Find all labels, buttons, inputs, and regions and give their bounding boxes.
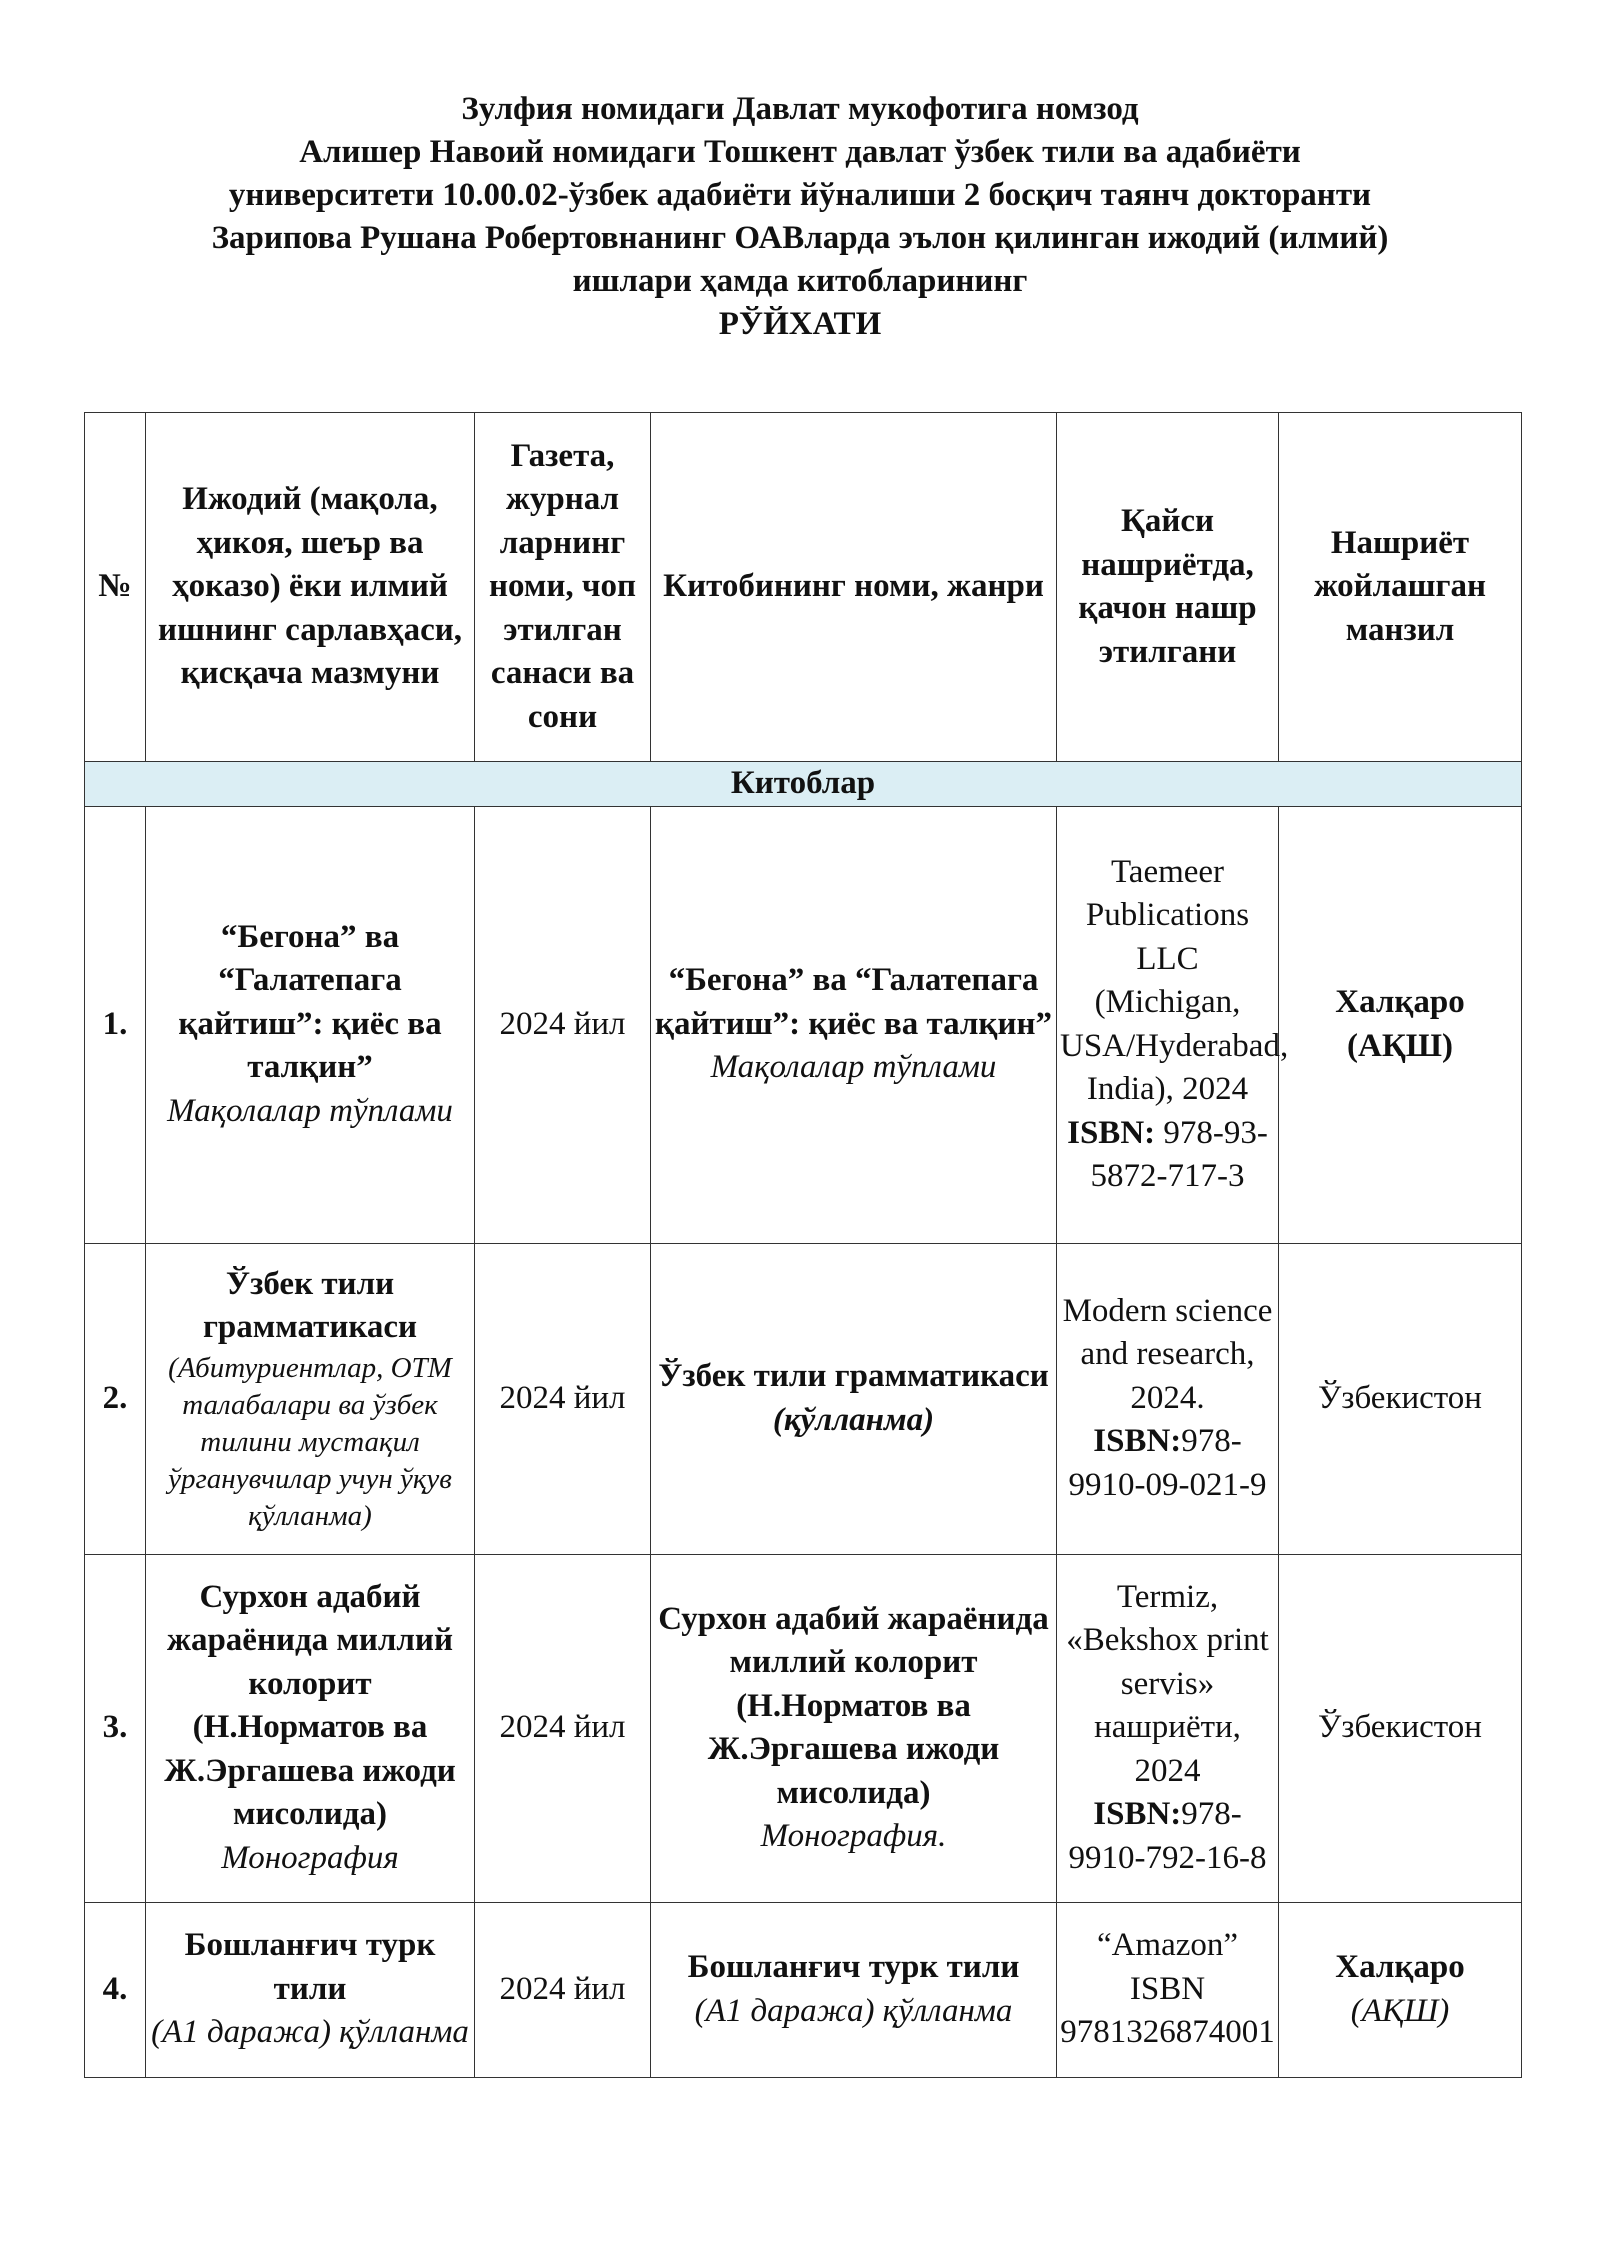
header-work: Ижодий (мақола, ҳикоя, шеър ва ҳоказо) ёки илмий ишнинг сарлавҳаси, қисқача мазмуни — [146, 413, 475, 762]
work-cell — [146, 1554, 475, 1902]
publisher-name: Taemeer Publications LLC (Michigan, USA/Hyderabad, India), 2024 — [1060, 853, 1289, 1107]
publisher-name: Modern science and research, 2024. — [1062, 1292, 1273, 1416]
book-title: Сурхон адабий жараёнида миллий колорит (Н.Норматов ва Ж.Эргашева ижоди мисолида) — [658, 1600, 1049, 1811]
work-cell — [146, 1243, 475, 1554]
row-num: 4. — [85, 1902, 146, 2077]
book-cell — [651, 1243, 1057, 1554]
location-cell — [1279, 1902, 1522, 2077]
book-cell — [651, 1554, 1057, 1902]
work-genre: Монография — [221, 1839, 399, 1876]
header-book: Китобининг номи, жанри — [651, 413, 1057, 762]
isbn-value: 978-93-5872-717-3 — [1090, 1114, 1268, 1194]
date-cell: 2024 йил — [475, 1902, 651, 2077]
isbn-line — [1060, 1112, 1275, 1199]
title-line-5: ишлари ҳамда китобларининг — [572, 263, 1028, 299]
title-line-3: университети 10.00.02-ўзбек адабиёти йўналиши 2 босқич таянч докторанти — [228, 177, 1372, 213]
work-cell — [146, 806, 475, 1243]
isbn-line — [1060, 1793, 1275, 1880]
date-cell: 2024 йил — [475, 1554, 651, 1902]
book-title: “Бегона” ва “Галатепага қайтиш”: қиёс ва талқин” — [655, 962, 1052, 1042]
isbn-label: ISBN: — [1093, 1423, 1182, 1460]
publisher-cell — [1057, 1243, 1279, 1554]
book-genre: Монография. — [760, 1818, 947, 1854]
work-title: “Бегона” ва “Галатепага қайтиш”: қиёс ва талқин” — [178, 918, 442, 1086]
work-genre: (А1 даража) қўлланма — [151, 2014, 469, 2051]
work-cell — [146, 1902, 475, 2077]
publisher-name: Termiz, «Bekshox print servis» нашриёти, 2024 — [1066, 1578, 1269, 1789]
publisher-cell: “Amazon” ISBN 9781326874001 — [1057, 1902, 1279, 2077]
table-header-row — [85, 413, 1522, 762]
work-title: Бошланғич турк тили — [184, 1927, 436, 2007]
book-cell — [651, 806, 1057, 1243]
isbn-line — [1060, 1420, 1275, 1507]
header-publisher: Қайси нашриётда, қачон нашр этилгани — [1057, 413, 1279, 762]
work-title: Сурхон адабий жараёнида миллий колорит (Н.Норматов ва Ж.Эргашева ижоди мисолида) — [164, 1578, 456, 1833]
table-row — [85, 1554, 1522, 1902]
location-cell: Халқаро (АҚШ) — [1279, 806, 1522, 1243]
location-cell: Ўзбекистон — [1279, 1554, 1522, 1902]
location-main: Халқаро — [1335, 1949, 1465, 1985]
date-cell: 2024 йил — [475, 1243, 651, 1554]
header-num: № — [85, 413, 146, 762]
row-num: 3. — [85, 1554, 146, 1902]
header-location: Нашриёт жойлашган манзил — [1279, 413, 1522, 762]
book-genre: (А1 даража) қўлланма — [694, 1992, 1013, 2029]
book-title: Ўзбек тили грамматикаси — [658, 1358, 1049, 1394]
date-cell: 2024 йил — [475, 806, 651, 1243]
title-line-4: Зарипова Рушана Робертовнанинг ОАВларда эълон қилинган ижодий (илмий) — [211, 220, 1389, 256]
table-row — [85, 1902, 1522, 2077]
publisher-cell — [1057, 1554, 1279, 1902]
table-row — [85, 1243, 1522, 1554]
section-row — [85, 762, 1522, 807]
isbn-label: ISBN: — [1093, 1796, 1182, 1833]
publisher-cell — [1057, 806, 1289, 1243]
book-title: Бошланғич турк тили — [687, 1949, 1020, 1985]
isbn-value: 978-9910-09-021-9 — [1068, 1423, 1267, 1503]
work-genre: (Абитуриентлар, ОТМ талабалари ва ўзбек тилини мустақил ўрганувчилар учун ўқув қўлланма) — [168, 1351, 452, 1532]
header-newspaper: Газета, журнал ларнинг номи, чоп этилган санаси ва сони — [475, 413, 651, 762]
isbn-value: 978-9910-792-16-8 — [1068, 1796, 1267, 1876]
row-num: 2. — [85, 1243, 146, 1554]
section-label: Китоблар — [85, 762, 1522, 807]
book-genre: (қўлланма) — [772, 1401, 935, 1438]
document-title — [110, 88, 1490, 346]
isbn-label: ISBN: — [1067, 1114, 1156, 1151]
book-cell — [651, 1902, 1057, 2077]
work-title: Ўзбек тили грамматикаси — [202, 1265, 418, 1345]
book-genre: Мақолалар тўплами — [710, 1049, 997, 1086]
table-row — [85, 806, 1522, 1243]
title-line-2: Алишер Навоий номидаги Тошкент давлат ўзбек тили ва адабиёти — [299, 134, 1301, 170]
works-table — [84, 412, 1522, 2078]
title-line-6: РЎЙХАТИ — [718, 306, 882, 342]
location-cell: Ўзбекистон — [1279, 1243, 1522, 1554]
row-num: 1. — [85, 806, 146, 1243]
work-genre: Мақолалар тўплами — [167, 1092, 453, 1129]
location-sub: (АҚШ) — [1350, 1992, 1450, 2029]
title-line-1: Зулфия номидаги Давлат мукофотига номзод — [461, 91, 1139, 127]
